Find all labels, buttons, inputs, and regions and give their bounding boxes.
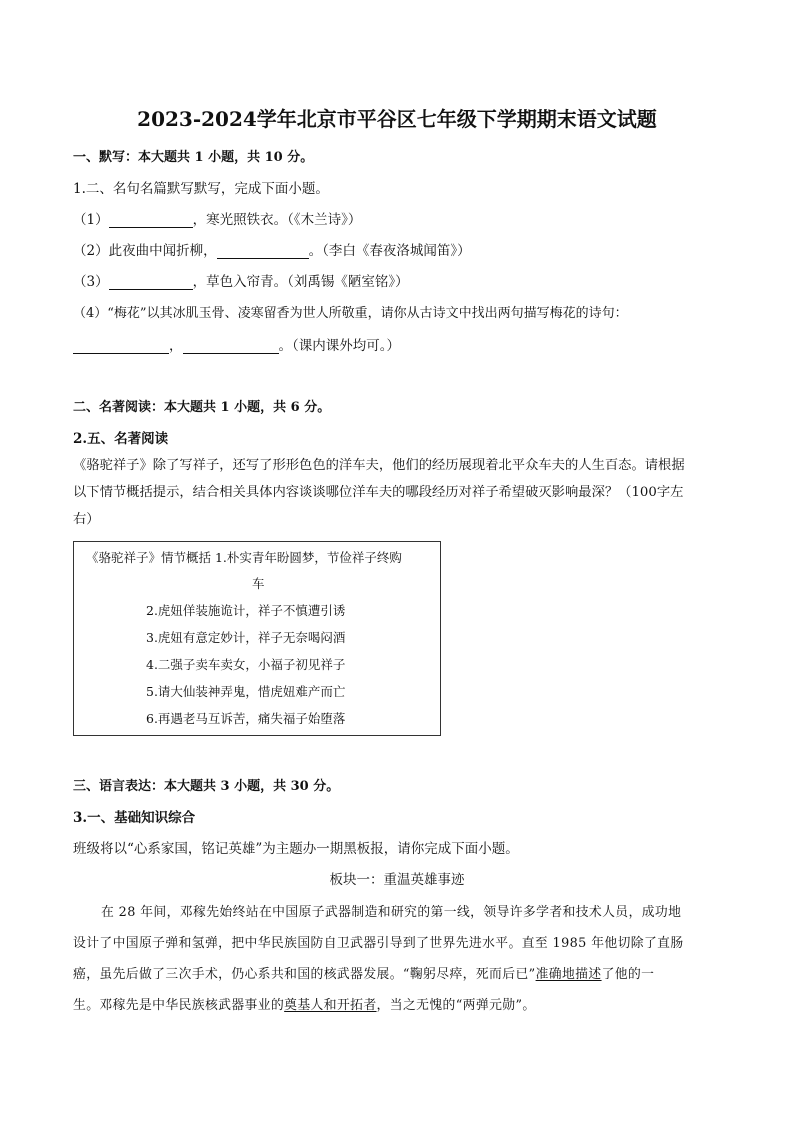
- section3-header: 三、语言表达：本大题共 3 小题，共 30 分。: [73, 779, 340, 794]
- q1-item-1-num: （1）: [73, 212, 109, 228]
- passage-text: 癌，虽先后做了三次手术，仍心系共和国的核武器发展。“鞠躬尽瘁，死而后已”: [73, 967, 536, 982]
- prompt-line: 以下情节概括提示，结合相关具体内容谈谈哪位洋车夫的哪段经历对祥子希望破灭影响最深？（100字左: [73, 485, 684, 500]
- table-row: 车: [252, 576, 265, 591]
- passage-line: 在 28 年间，邓稼先始终站在中国原子武器制造和研究的第一线，领导许多学者和技术人员，成功地: [101, 905, 682, 920]
- table-row: 4.二强子卖车卖女，小福子初见祥子: [146, 657, 346, 672]
- plot-summary-table: [73, 541, 441, 736]
- q1-item-2: [73, 239, 471, 259]
- passage-text: ，当之无愧的“两弹元勋”。: [376, 998, 536, 1013]
- table-row: 《骆驼祥子》情节概括 1.朴实青年盼圆梦，节俭祥子终购: [86, 550, 402, 565]
- q1-item-2-num: （2）此夜曲中闻折柳，: [73, 243, 217, 259]
- answer-blank[interactable]: [73, 339, 169, 354]
- passage-text: 了他的一: [601, 967, 655, 982]
- prompt-line: 右）: [73, 512, 100, 527]
- answer-blank[interactable]: [183, 339, 279, 354]
- passage-line: [73, 963, 654, 982]
- answer-blank[interactable]: [109, 275, 193, 290]
- question3-title: 3.一、基础知识综合: [73, 810, 196, 826]
- question2-prompt: [73, 452, 685, 533]
- q1-item-2-text: 。（李白《春夜洛城闻笛》）: [308, 243, 471, 259]
- q1-item-4-prompt: （4）“梅花”以其冰肌玉骨、凌寒留香为世人所敬重，请你从古诗文中找出两句描写梅花的诗句：: [73, 306, 628, 321]
- question3-intro: 班级将以“心系家国，铭记英雄”为主题办一期黑板报，请你完成下面小题。: [73, 841, 519, 857]
- section2-header: 二、名著阅读：本大题共 1 小题，共 6 分。: [73, 400, 331, 415]
- answer-blank[interactable]: [217, 244, 309, 259]
- answer-blank[interactable]: [109, 213, 193, 228]
- prompt-line: 《骆驼祥子》除了写祥子，还写了形形色色的洋车夫，他们的经历展现着北平众车夫的人生百态。请根据: [73, 458, 685, 473]
- q1-item-4-sep: ，: [169, 338, 183, 354]
- table-row: 3.虎妞有意定妙计，祥子无奈喝闷酒: [146, 630, 346, 645]
- passage-line: [73, 994, 536, 1013]
- block-title: 板块一：重温英雄事迹: [329, 872, 465, 888]
- question1-title: 1.二、名句名篇默写默写，完成下面小题。: [73, 181, 329, 197]
- table-row: 5.请大仙装神弄鬼，惜虎妞难产而亡: [146, 684, 346, 699]
- q1-item-4-answer: [73, 334, 400, 354]
- section1-header: 一、默写：本大题共 1 小题，共 10 分。: [73, 150, 314, 165]
- table-row: 6.再遇老马互诉苦，痛失福子始堕落: [146, 711, 346, 726]
- underlined-phrase: 准确地描述: [535, 967, 602, 982]
- question2-title: 2.五、名著阅读: [73, 431, 169, 447]
- table-row: 2.虎妞佯装施诡计，祥子不慎遭引诱: [146, 603, 346, 618]
- q1-item-3-text: ，草色入帘青。（刘禹锡《陋室铭》）: [192, 274, 409, 290]
- q1-item-1: [73, 208, 361, 228]
- underlined-phrase: 奠基人和开拓者: [284, 998, 377, 1013]
- q1-item-3-num: （3）: [73, 274, 109, 290]
- q1-item-1-text: ，寒光照铁衣。（《木兰诗》）: [192, 212, 362, 228]
- q1-item-4-text: 。（课内课外均可。）: [278, 338, 400, 354]
- passage-text: 生。邓稼先是中华民族核武器事业的: [73, 998, 285, 1013]
- page-title: 2023-2024学年北京市平谷区七年级下学期期末语文试题: [137, 107, 657, 131]
- q1-item-3: [73, 270, 409, 290]
- passage-line: 设计了中国原子弹和氢弹，把中华民族国防自卫武器引导到了世界先进水平。直至 1985 年他切除了直肠: [73, 936, 684, 951]
